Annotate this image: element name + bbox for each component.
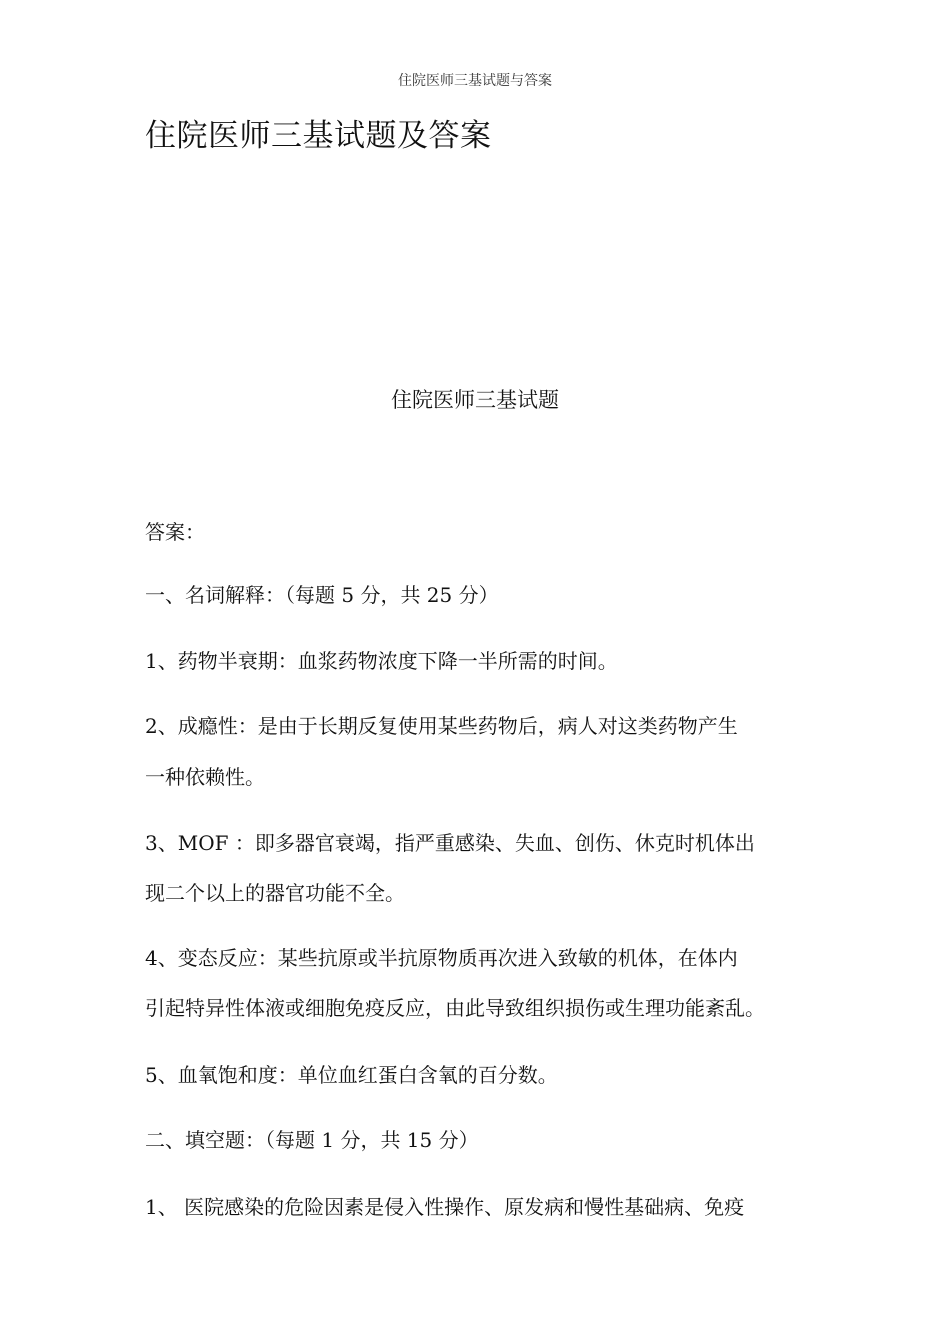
part1-item-2-line-1: 2、成瘾性：是由于长期反复使用某些药物后，病人对这类药物产生: [145, 714, 738, 738]
part1-heading: 一、名词解释：（每题 5 分，共 25 分）: [145, 583, 499, 607]
part1-item-3-line-1: 3、MOF ：即多器官衰竭，指严重感染、失血、创伤、休克时机体出: [145, 831, 755, 855]
part2-heading: 二、填空题：（每题 1 分，共 15 分）: [145, 1128, 479, 1152]
part1-item-4-line-1: 4、变态反应：某些抗原或半抗原物质再次进入致敏的机体，在体内: [145, 946, 738, 970]
running-header: 住院医师三基试题与答案: [398, 73, 552, 89]
part1-item-1-line-1: 1、药物半衰期：血浆药物浓度下降一半所需的时间。: [145, 649, 618, 673]
part2-item-1-line-1: 1、 医院感染的危险因素是侵入性操作、原发病和慢性基础病、免疫: [145, 1195, 745, 1219]
part1-item-3-line-2: 现二个以上的器官功能不全。: [145, 881, 405, 905]
part1-item-4-line-2: 引起特异性体液或细胞免疫反应，由此导致组织损伤或生理功能紊乱。: [145, 996, 765, 1020]
part1-item-2-line-2: 一种依赖性。: [145, 765, 265, 789]
part1-item-5-line-1: 5、血氧饱和度：单位血红蛋白含氧的百分数。: [145, 1063, 558, 1087]
answers-label: 答案：: [145, 520, 205, 544]
section-title: 住院医师三基试题: [391, 388, 559, 412]
main-title: 住院医师三基试题及答案: [145, 118, 492, 154]
